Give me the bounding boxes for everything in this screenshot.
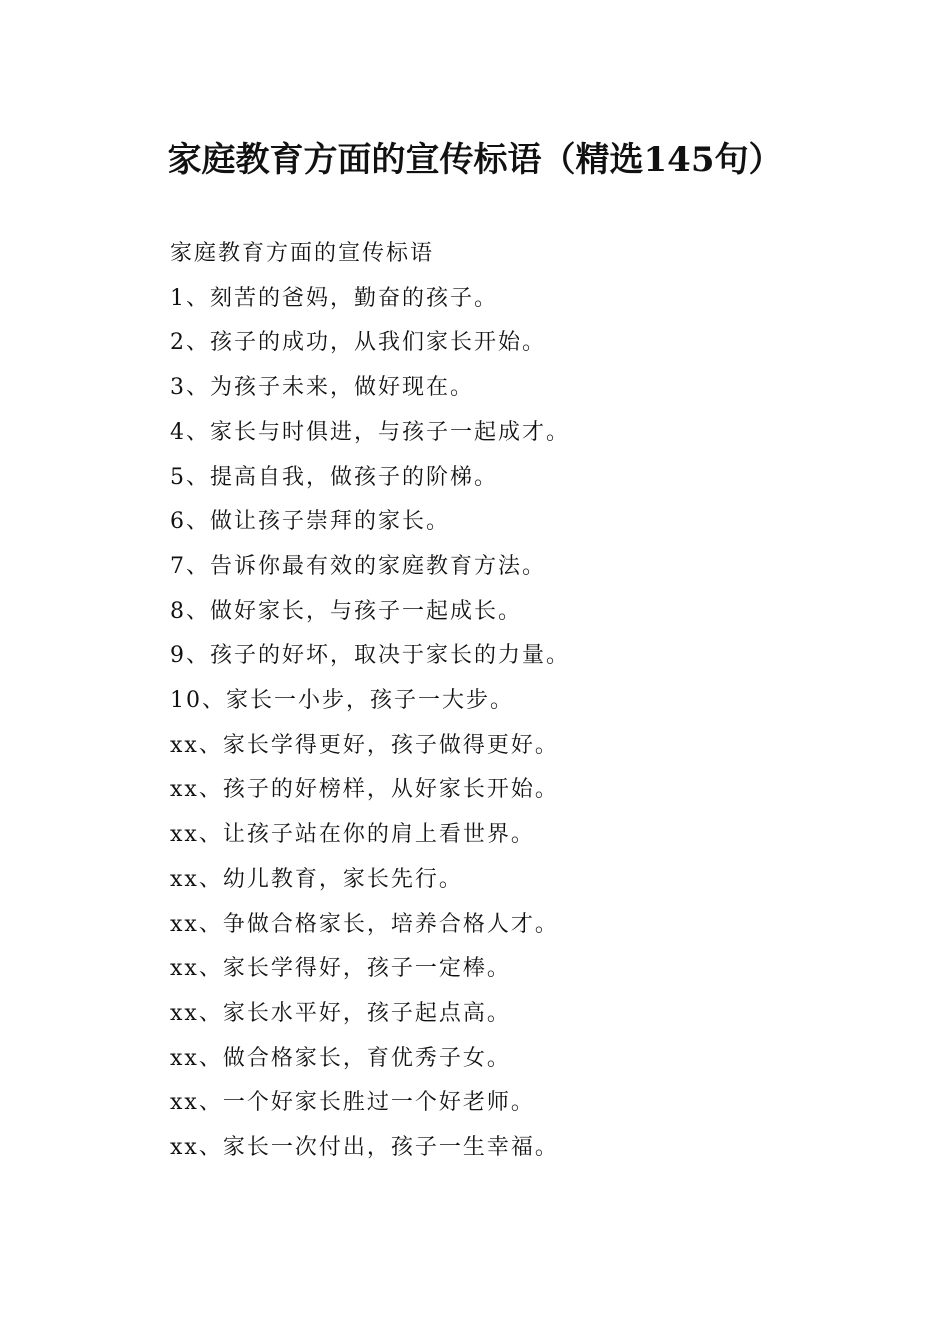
document-title: 家庭教育方面的宣传标语（精选145句） <box>167 140 783 180</box>
slogan-item: 5、提高自我，做孩子的阶梯。 <box>170 464 498 490</box>
slogan-item: xx、家长水平好，孩子起点高。 <box>170 1000 511 1026</box>
slogan-item: xx、家长学得更好，孩子做得更好。 <box>170 732 559 758</box>
slogan-item: 6、做让孩子崇拜的家长。 <box>170 509 450 535</box>
slogan-item: 2、孩子的成功，从我们家长开始。 <box>170 330 546 356</box>
slogan-item: 10、家长一小步，孩子一大步。 <box>170 688 514 714</box>
slogan-item: xx、做合格家长，育优秀子女。 <box>170 1045 511 1071</box>
slogan-item: 3、为孩子未来，做好现在。 <box>170 375 474 401</box>
slogan-item: 9、孩子的好坏，取决于家长的力量。 <box>170 643 570 669</box>
slogan-item: xx、一个好家长胜过一个好老师。 <box>170 1090 535 1116</box>
slogan-item: 7、告诉你最有效的家庭教育方法。 <box>170 553 546 579</box>
slogan-item: xx、幼儿教育，家长先行。 <box>170 866 463 892</box>
document-body <box>170 232 890 1171</box>
slogan-list <box>170 277 890 1171</box>
slogan-item: xx、家长学得好，孩子一定棒。 <box>170 956 511 982</box>
slogan-item: 4、家长与时俱进，与孩子一起成才。 <box>170 419 570 445</box>
slogan-item: xx、家长一次付出，孩子一生幸福。 <box>170 1135 559 1161</box>
slogan-item: xx、争做合格家长，培养合格人才。 <box>170 911 559 937</box>
section-heading: 家庭教育方面的宣传标语 <box>170 241 435 266</box>
slogan-item: 1、刻苦的爸妈，勤奋的孩子。 <box>170 285 498 311</box>
slogan-item: xx、孩子的好榜样，从好家长开始。 <box>170 777 559 803</box>
slogan-item: xx、让孩子站在你的肩上看世界。 <box>170 822 535 848</box>
slogan-item: 8、做好家长，与孩子一起成长。 <box>170 598 522 624</box>
